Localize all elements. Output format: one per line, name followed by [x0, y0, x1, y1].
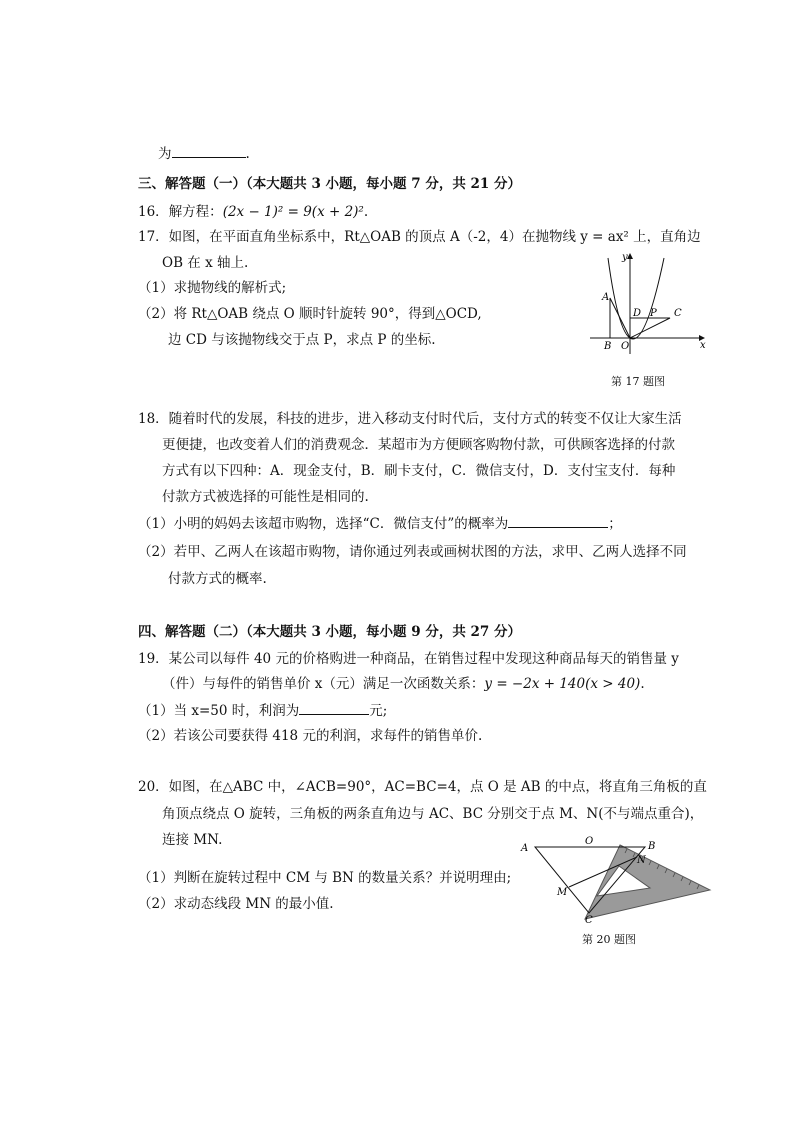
q18-part-1-end: ；	[608, 516, 622, 532]
parabola	[608, 258, 664, 339]
q20-line-3: 连接 MN.	[162, 832, 223, 848]
q18-part-2b: 付款方式的概率.	[168, 571, 267, 587]
label-x: x	[700, 340, 706, 351]
q17-part-2b: 边 CD 与该抛物线交于点 P，求点 P 的坐标.	[168, 332, 436, 348]
figure-17	[590, 250, 710, 355]
q18-line-2: 更便捷，也改变着人们的消费观念．某超市为方便顾客购物付款，可供顾客选择的付款	[162, 437, 675, 453]
label-d: D	[633, 308, 642, 319]
q19-part-1-text: （1）当 x=50 时，利润为	[138, 703, 300, 719]
q18-line-1: 18．随着时代的发展，科技的进步，进入移动支付时代后，支付方式的转变不仅让大家生活	[138, 411, 682, 427]
q19-part-1	[138, 701, 387, 720]
q16-equation: (2x − 1)² = 9(x + 2)²	[222, 204, 364, 220]
answer-blank[interactable]	[508, 514, 608, 528]
q17-part-1: （1）求抛物线的解析式;	[138, 280, 287, 296]
q20-line-2: 角顶点绕点 O 旋转，三角板的两条直角边与 AC、BC 分别交于点 M、N(不与端点重合)，	[162, 806, 704, 822]
label-a: A	[521, 843, 529, 854]
section-4-title: 四、解答题（二）（本大题共 3 小题，每小题 9 分，共 27 分）	[138, 624, 522, 640]
section-3-title: 三、解答题（一）（本大题共 3 小题，每小题 7 分，共 21 分）	[138, 176, 522, 192]
label-c: C	[585, 915, 593, 925]
label-a: A	[602, 292, 610, 303]
q16-end: .	[363, 204, 369, 220]
label-c: C	[674, 308, 682, 319]
q19-line-2	[162, 675, 645, 693]
q16-number: 16．	[138, 204, 169, 220]
continued-suffix: .	[245, 146, 250, 162]
q17-part-2a: （2）将 Rt△OAB 绕点 O 顺时针旋转 90°，得到△OCD,	[138, 306, 482, 322]
q18-part-2a: （2）若甲、乙两人在该超市购物，请你通过列表或画树状图的方法，求甲、乙两人选择不同	[138, 544, 687, 560]
q19-line-2-end: .	[640, 676, 645, 692]
q19-part-2: （2）若该公司要获得 418 元的利润，求每件的销售单价.	[138, 728, 483, 744]
q18-part-1	[138, 514, 622, 533]
q20-part-2: （2）求动态线段 MN 的最小值.	[138, 896, 334, 912]
label-m: M	[557, 887, 568, 898]
q19-equation: y = −2x + 140(x > 40)	[484, 676, 641, 692]
continued-prefix: 为	[158, 146, 172, 162]
label-b: B	[604, 341, 612, 352]
label-o: O	[621, 341, 630, 352]
answer-blank[interactable]	[172, 144, 246, 158]
q19-line-2-text: （件）与每件的销售单价 x（元）满足一次函数关系：	[162, 676, 485, 692]
triangle-ocd	[630, 318, 670, 338]
label-n: N	[637, 855, 646, 866]
figure-20	[515, 833, 715, 925]
q17-line-1: 17．如图，在平面直角坐标系中，Rt△OAB 的顶点 A（-2，4）在抛物线 y = ax² 上，直角边	[138, 229, 701, 245]
q20-line-1: 20．如图，在△ABC 中，∠ACB=90°，AC=BC=4，点 O 是 AB 的中点，将直角三角板的直	[138, 779, 707, 795]
figure-20-caption: 第 20 题图	[582, 933, 636, 946]
question-16	[138, 203, 368, 221]
triangle-oab	[610, 298, 630, 338]
q16-text: 解方程：	[168, 204, 223, 220]
q17-line-2: OB 在 x 轴上.	[162, 255, 249, 271]
q19-part-1-end: 元;	[369, 703, 388, 719]
label-p: P	[650, 308, 657, 319]
q18-part-1-text: （1）小明的妈妈去该超市购物，选择“C．微信支付”的概率为	[138, 516, 509, 532]
q18-line-4: 付款方式被选择的可能性是相同的.	[162, 489, 369, 505]
q18-line-3: 方式有以下四种：A．现金支付，B．刷卡支付，C．微信支付，D．支付宝支付．每种	[162, 463, 676, 479]
label-o: O	[585, 836, 594, 847]
figure-17-caption: 第 17 题图	[611, 375, 665, 388]
continued-question-line	[158, 144, 250, 163]
label-b: B	[648, 841, 656, 852]
label-y: y	[622, 252, 628, 263]
q19-line-1: 19．某公司以每件 40 元的价格购进一种商品，在销售过程中发现这种商品每天的销售量 y	[138, 651, 679, 667]
q20-part-1: （1）判断在旋转过程中 CM 与 BN 的数量关系？并说明理由;	[138, 870, 512, 886]
answer-blank[interactable]	[299, 701, 369, 715]
set-square	[585, 845, 710, 919]
